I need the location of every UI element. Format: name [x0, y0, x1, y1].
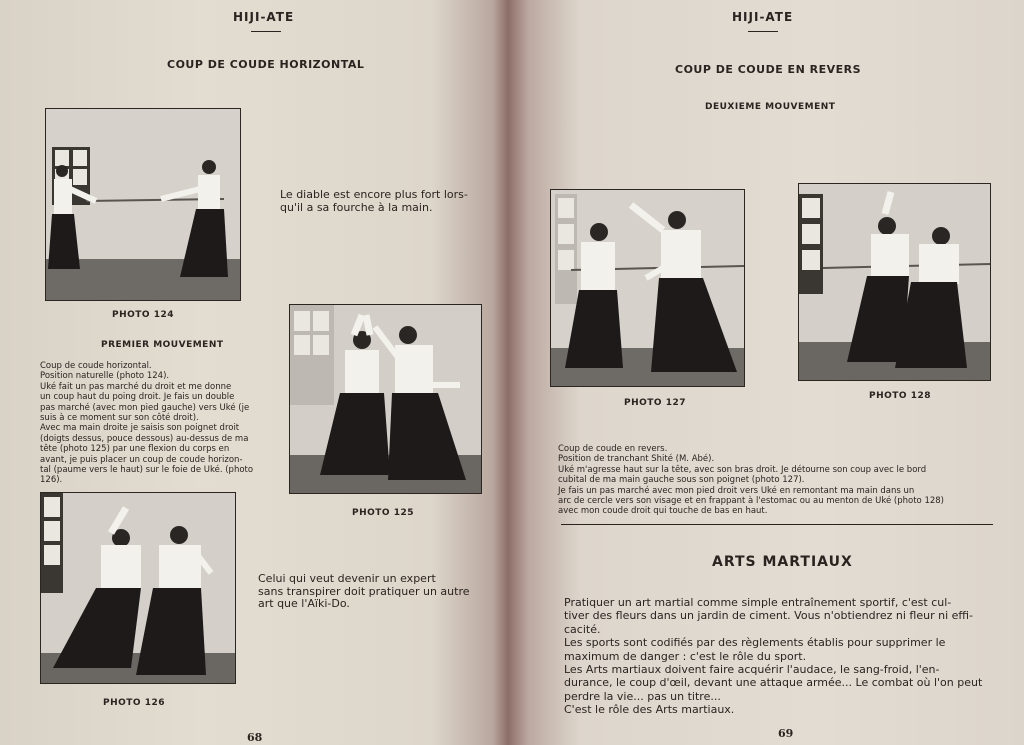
section-title: COUP DE COUDE HORIZONTAL: [167, 58, 365, 71]
arts-title: ARTS MARTIAUX: [712, 554, 853, 570]
page-number: 68: [247, 731, 263, 744]
running-head: HIJI-ATE: [732, 10, 794, 24]
page-number: 69: [778, 727, 794, 740]
photo-125-caption: PHOTO 125: [352, 508, 414, 518]
photo-128-caption: PHOTO 128: [869, 391, 931, 401]
section-divider: [561, 524, 993, 525]
photo-127: [550, 189, 745, 387]
quote-text-2: Celui qui veut devenir un expert sans transpirer doit pratiquer un autre art que l'Aïki-Do.: [258, 572, 470, 610]
photo-126-image: [41, 493, 235, 683]
photo-126: [40, 492, 236, 684]
photo-128: [798, 183, 991, 381]
description-text: Coup de coude en revers. Position de tranchant Shité (M. Abé). Uké m'agresse haut sur la tête, avec son bras droit. Je détourne son coup avec le bord cubital de ma main gauche sous son poignet (photo 127). Je fais un pas marché avec mon pied droit vers Uké en remontant ma main dans un arc de cercle vers son visage et en frappant à l'estomac ou au menton de Uké (photo 128) avec mon coude droit qui touche de bas en haut.: [558, 444, 944, 517]
photo-124-image: [46, 109, 240, 300]
photo-125: [289, 304, 482, 494]
photo-124-caption: PHOTO 124: [112, 310, 174, 320]
photo-128-image: [799, 184, 990, 380]
head-rule: [251, 31, 281, 32]
photo-125-image: [290, 305, 481, 493]
movement-heading: DEUXIEME MOUVEMENT: [705, 102, 836, 112]
photo-127-image: [551, 190, 744, 386]
left-page: [0, 0, 508, 745]
photo-124: [45, 108, 241, 301]
quote-text: Le diable est encore plus fort lors- qu'il a sa fourche à la main.: [280, 188, 468, 214]
section-title: COUP DE COUDE EN REVERS: [675, 63, 862, 76]
arts-text: Pratiquer un art martial comme simple entraînement sportif, c'est cul- tiver des fleurs dans un jardin de ciment. Vous n'obtiendrez ni fleur ni effi- cacité. Les sports sont codifiés par des règlements établis pour supprimer le maximum de danger : c'est le rôle du sport. Les Arts martiaux doivent faire acquérir l'audace, le sang-froid, l'en- durance, le coup d'œil, devant une attaque armée... Le combat où l'on peut perdre la vie... pas un titre... C'est le rôle des Arts martiaux.: [564, 596, 983, 717]
photo-126-caption: PHOTO 126: [103, 698, 165, 708]
description-text: Coup de coude horizontal. Position naturelle (photo 124). Uké fait un pas marché du droit et me donne un coup haut du poing droit. Je fais un double pas marché (avec mon pied gauche) vers Uké (je suis à ce moment sur son côté droit). Avec ma main droite je saisis son poignet droit (doigts dessus, pouce dessous) au-dessus de ma tête (photo 125) par une flexion du corps en avant, je puis placer un coup de coude horizon- tal (paume vers le haut) sur le foie de Uké. (photo 126).: [40, 361, 254, 486]
right-page: [508, 0, 1024, 745]
running-head: HIJI-ATE: [233, 10, 295, 24]
movement-heading: PREMIER MOUVEMENT: [101, 340, 224, 350]
photo-127-caption: PHOTO 127: [624, 398, 686, 408]
head-rule: [748, 31, 778, 32]
